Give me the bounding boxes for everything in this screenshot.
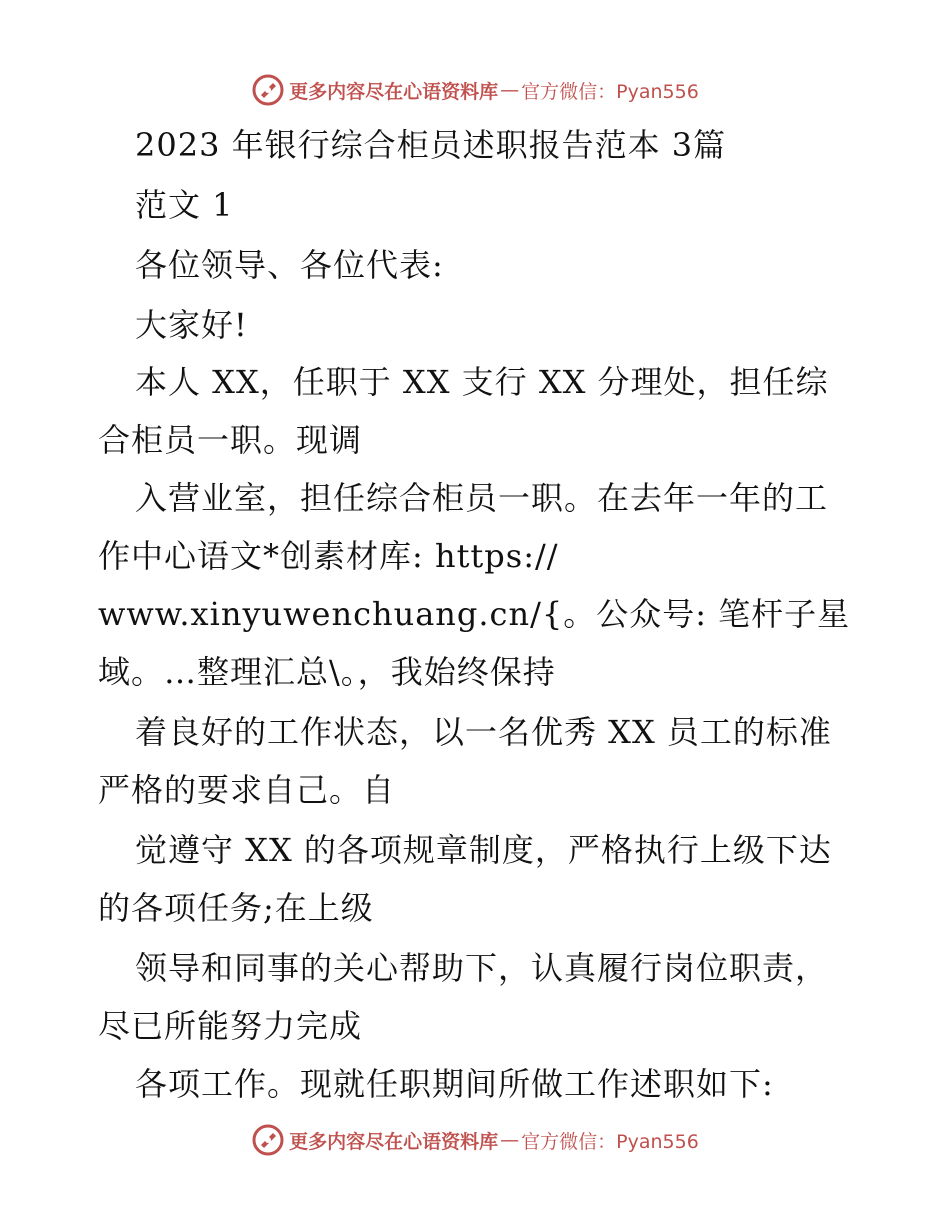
logo-icon [251, 1123, 285, 1157]
paragraph-line: www.xinyuwenchuang.cn/{。公众号: 笔杆子星 [98, 595, 851, 633]
paragraph-line: 严格的要求自己。自 [98, 771, 396, 809]
paragraph-line: 合柜员一职。现调 [98, 421, 363, 459]
logo-icon [251, 73, 285, 107]
section-heading: 范文 1 [135, 186, 234, 224]
banner-dash: — [500, 79, 520, 101]
greeting: 大家好! [135, 306, 248, 344]
footer-banner [0, 1120, 950, 1160]
paragraph-line: 各项工作。现就任职期间所做工作述职如下: [135, 1065, 774, 1103]
paragraph-line: 领导和同事的关心帮助下，认真履行岗位职责， [135, 949, 829, 987]
paragraph-line: 入营业室，担任综合柜员一职。在去年一年的工 [135, 479, 829, 517]
banner-suffix: 官方微信：Pyan556 [521, 1130, 699, 1153]
paragraph-line: 觉遵守 XX 的各项规章制度，严格执行上级下达 [135, 831, 832, 869]
banner-text: 更多内容尽在心语资料库 [289, 80, 499, 103]
paragraph-line: 尽已所能努力完成 [98, 1007, 363, 1045]
salutation: 各位领导、各位代表: [135, 246, 444, 284]
document-title: 2023 年银行综合柜员述职报告范本 3篇 [135, 126, 727, 164]
banner-suffix: 官方微信：Pyan556 [521, 80, 699, 103]
paragraph-line: 的各项任务;在上级 [98, 889, 374, 927]
header-banner [0, 70, 950, 110]
paragraph-line: 域。…整理汇总\。，我始终保持 [98, 653, 556, 691]
banner-text: 更多内容尽在心语资料库 [289, 1130, 499, 1153]
paragraph-line: 着良好的工作状态，以一名优秀 XX 员工的标准 [135, 713, 832, 751]
paragraph-line: 作中心语文*创素材库: https:// [98, 537, 559, 575]
paragraph-line: 本人 XX，任职于 XX 支行 XX 分理处，担任综 [135, 363, 829, 401]
banner-dash: — [500, 1129, 520, 1151]
